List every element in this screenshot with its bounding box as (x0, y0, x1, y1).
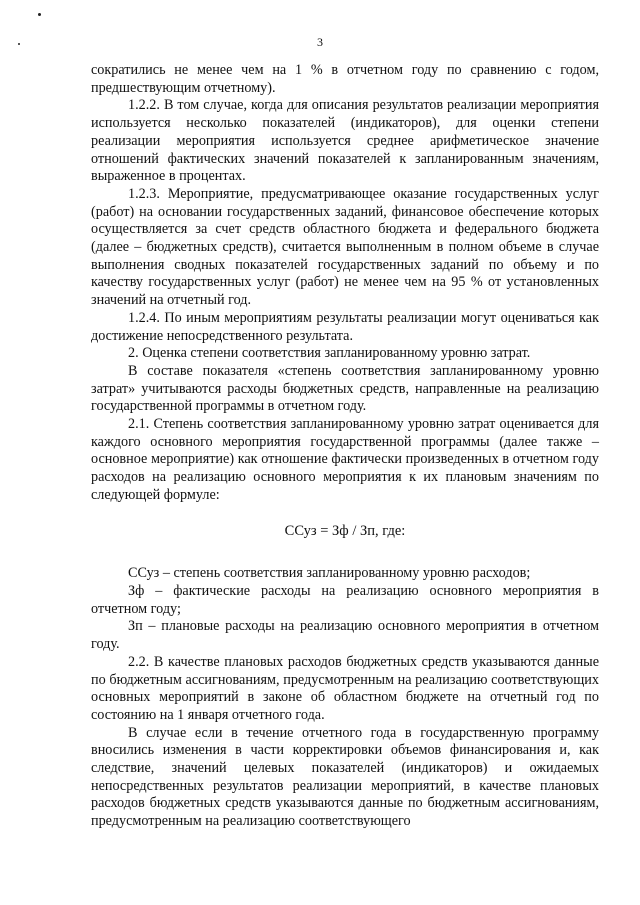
scan-speck (38, 13, 41, 16)
page-number: 3 (317, 35, 323, 49)
definition: Зп – плановые расходы на реализацию основного мероприятия в отчетном году. (91, 618, 599, 653)
paragraph: 1.2.2. В том случае, когда для описания результатов реализации мероприятия используется несколько показателей (индикаторов), для оценки степени реализации мероприятия используется среднее арифметическое значение отношений фактических значений показателей к запланированным значениям, выраженное в процентах. (91, 97, 599, 185)
document-body (91, 62, 599, 831)
definition: ССуз – степень соответствия запланированному уровню расходов; (128, 565, 531, 582)
paragraph: 1.2.3. Мероприятие, предусматривающее оказание государственных услуг (работ) на основании государственных заданий, финансовое обеспечение которых осуществляется за счет средств областного бюджета и федерального бюджета (далее – бюджетных средств), считается выполненным в полном объеме в случае выполнения сводных показателей государственных заданий по объему и по качеству государственных услуг (работ) не менее чем на 95 % от установленных значений на отчетный год. (91, 185, 599, 309)
definition: Зф – фактические расходы на реализацию основного мероприятия в отчетном году; (91, 582, 599, 617)
section-heading: 2. Оценка степени соответствия запланированному уровню затрат. (128, 345, 531, 362)
paragraph: 2.2. В качестве плановых расходов бюджетных средств указываются данные по бюджетным ассигнованиям, предусмотренным на реализацию соответствующих основных мероприятий в законе об областном бюджете на отчетный год по состоянию на 1 января отчетного года. (91, 653, 599, 723)
paragraph: В составе показателя «степень соответствия запланированному уровню затрат» учитываются расходы бюджетных средств, направленные на реализацию государственной программы в отчетном году. (91, 362, 599, 415)
paragraph: 2.1. Степень соответствия запланированному уровню затрат оценивается для каждого основного мероприятия государственной программы (далее также – основное мероприятие) как отношение фактически произведенных в отчетном году расходов на реализацию основного мероприятия к их плановым значениям по следующей формуле: (91, 416, 599, 503)
paragraph: В случае если в течение отчетного года в государственную программу вносились изменения в части корректировки объемов финансирования и, как следствие, значений целевых показателей (индикаторов) и ожидаемых непосредственных результатов реализации мероприятий, в качестве плановых расходов бюджетных средств указываются данные по бюджетным ассигнованиям, предусмотренным на реализацию соответствующего (91, 724, 599, 830)
paragraph: 1.2.4. По иным мероприятиям результаты реализации могут оцениваться как достижение непосредственного результата. (91, 309, 599, 344)
formula: ССуз = Зф / Зп, где: (284, 522, 406, 539)
paragraph: сократились не менее чем на 1 % в отчетном году по сравнению с годом, предшествующим отчетному). (91, 62, 599, 96)
